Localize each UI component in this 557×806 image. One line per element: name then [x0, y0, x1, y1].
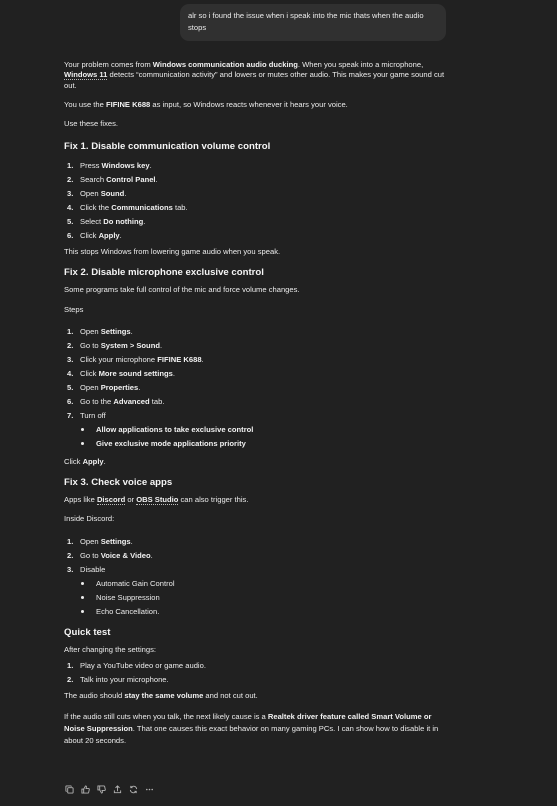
quick-test-after [64, 691, 454, 701]
text: . [172, 368, 175, 378]
bold-text: System > Sound [100, 340, 160, 350]
text: Click the [80, 203, 112, 213]
fix1-section [64, 141, 454, 257]
item-number: 1. [67, 161, 74, 171]
intro-paragraph-1 [64, 60, 454, 91]
text: Apps like [64, 495, 97, 505]
bold-text: Windows communication audio ducking [152, 60, 298, 69]
text: . [138, 382, 141, 392]
text: . [143, 217, 146, 227]
list-item [64, 187, 454, 201]
fix1-after: This stops Windows from lowering game audio when you speak. [64, 247, 281, 257]
bold-text: FIFINE K688 [105, 99, 151, 109]
list-item [64, 395, 454, 409]
text: . [119, 231, 122, 241]
bold-text: Windows key [101, 161, 150, 171]
text: Click [80, 368, 99, 378]
fix2-steps-label: Steps [64, 304, 84, 314]
text: Go to [80, 550, 101, 560]
item-number: 6. [67, 396, 74, 406]
fix3-section [64, 477, 454, 618]
bold-text: Realtek driver feature called Smart Volume or Noise Suppression [64, 712, 432, 733]
user-message-bubble [180, 4, 446, 41]
bold-text: Control Panel [106, 175, 156, 185]
text: Turn off [80, 410, 106, 420]
text: Open [80, 382, 101, 392]
text: . That one causes this exact behavior on many gaming PCs. I can show how to disable it in about 20 seconds. [64, 723, 439, 745]
item-number: 1. [67, 536, 74, 546]
item-number: 1. [67, 326, 74, 336]
text: Open [80, 536, 101, 546]
text: or [125, 495, 137, 505]
list-item: Noise Suppression [64, 591, 454, 605]
text: . [155, 175, 158, 185]
text: and not cut out. [203, 690, 258, 700]
bold-text: Do nothing [103, 217, 144, 227]
text: If the audio still cuts when you talk, the next likely cause is a [64, 712, 268, 721]
item-number: 5. [67, 382, 74, 392]
text: can also trigger this. [178, 495, 249, 505]
item-number: 3. [67, 354, 74, 364]
bold-text: Give exclusive mode applications priority [96, 438, 246, 448]
text: detects “communication activity” and lowers or mutes other audio. This makes your game sound cut out. [64, 70, 445, 90]
message-actions-toolbar [64, 784, 155, 795]
text: Talk into your microphone. [80, 674, 169, 684]
quick-test-steps [64, 659, 454, 687]
text: Open [80, 326, 101, 336]
bold-text: More sound settings [98, 368, 173, 378]
text: Press [80, 161, 102, 171]
text: Go to the [80, 396, 114, 406]
entity-link-discord[interactable]: Discord [96, 495, 126, 505]
thumbs-up-icon[interactable] [80, 784, 91, 795]
fix2-heading: Fix 2. Disable microphone exclusive control [64, 267, 264, 279]
text: tab. [149, 396, 165, 406]
bold-text: stay the same volume [124, 690, 204, 700]
bold-text: Apply [82, 456, 104, 466]
bold-text: Communications [111, 203, 173, 213]
item-number: 3. [67, 189, 74, 199]
item-number: 6. [67, 231, 74, 241]
item-number: 4. [67, 203, 74, 213]
list-item [64, 535, 454, 549]
bold-text: Sound [100, 189, 125, 199]
list-item [64, 367, 454, 381]
fix2-intro: Some programs take full control of the mic and force volume changes. [64, 285, 300, 295]
text: Go to [80, 340, 101, 350]
list-item [64, 563, 454, 577]
closing-paragraph [64, 711, 454, 746]
list-item [64, 173, 454, 187]
fix2-sub-list [64, 423, 454, 451]
quick-test-heading: Quick test [64, 626, 111, 638]
text: . [201, 354, 204, 364]
item-number: 7. [67, 410, 74, 420]
list-item [64, 381, 454, 395]
text: Search [80, 175, 107, 185]
fix1-heading: Fix 1. Disable communication volume control [64, 141, 271, 153]
item-number: 2. [67, 340, 74, 350]
item-number: 2. [67, 175, 74, 185]
text: as input, so Windows reacts whenever it hears your voice. [150, 99, 348, 109]
text: . [130, 536, 133, 546]
regenerate-icon[interactable] [128, 784, 139, 795]
list-item [64, 659, 454, 673]
bold-text: FIFINE K688 [157, 354, 202, 364]
list-item: Echo Cancellation. [64, 605, 454, 619]
item-number: 2. [67, 550, 74, 560]
bold-text: Advanced [113, 396, 150, 406]
quick-test-intro: After changing the settings: [64, 644, 157, 654]
text: Open [80, 189, 101, 199]
copy-icon[interactable] [64, 784, 75, 795]
bold-text: Properties [100, 382, 139, 392]
bold-text: Apply [98, 231, 120, 241]
list-item [64, 201, 454, 215]
list-item [64, 673, 454, 687]
fix3-sub-list [64, 577, 454, 619]
item-number: 4. [67, 368, 74, 378]
item-number: 2. [67, 674, 74, 684]
text: . [124, 189, 127, 199]
text: Disable [80, 564, 106, 574]
list-item [64, 229, 454, 243]
text: . [103, 456, 106, 466]
item-number: 5. [67, 217, 74, 227]
list-item [64, 549, 454, 563]
bold-text: Settings [100, 326, 131, 336]
bold-text: Settings [100, 536, 131, 546]
list-item [64, 437, 454, 451]
text: . [150, 550, 153, 560]
more-icon[interactable] [144, 784, 155, 795]
text: tab. [172, 203, 188, 213]
intro-paragraph-3: Use these fixes. [64, 119, 119, 128]
text: . [130, 326, 133, 336]
list-item [64, 215, 454, 229]
share-icon[interactable] [112, 784, 123, 795]
text: The audio should [64, 690, 125, 700]
fix3-steps [64, 535, 454, 577]
fix3-intro [64, 495, 454, 505]
bold-text: Allow applications to take exclusive control [96, 424, 254, 434]
fix3-heading: Fix 3. Check voice apps [64, 477, 173, 489]
text: . When you speak into a microphone, [297, 60, 424, 69]
fix2-after [64, 457, 454, 467]
list-item [64, 159, 454, 173]
fix1-steps [64, 159, 454, 243]
list-item: Automatic Gain Control [64, 577, 454, 591]
text: You use the [64, 99, 106, 109]
text: Play a YouTube video or game audio. [80, 660, 206, 670]
item-number: 3. [67, 564, 74, 574]
list-item [64, 423, 454, 437]
entity-link-obs[interactable]: OBS Studio [136, 495, 179, 505]
list-item [64, 325, 454, 339]
fix2-section [64, 267, 454, 467]
text: Your problem comes from [64, 60, 153, 69]
text: Click [64, 456, 83, 466]
fix2-steps [64, 325, 454, 423]
user-message-text: alr so i found the issue when i speak into the mic thats when the audio stops [188, 11, 424, 32]
item-number: 1. [67, 660, 74, 670]
text: Select [80, 217, 104, 227]
intro-paragraph-2 [64, 100, 454, 110]
list-item [64, 409, 454, 423]
thumbs-down-icon[interactable] [96, 784, 107, 795]
assistant-response [64, 60, 454, 755]
fix3-inside: Inside Discord: [64, 514, 115, 524]
text: . [149, 161, 152, 171]
quick-test-section [64, 627, 454, 701]
list-item [64, 353, 454, 367]
text: Click your microphone [80, 354, 158, 364]
list-item [64, 339, 454, 353]
entity-link-windows[interactable]: Windows 11 [64, 70, 108, 80]
text: . [159, 340, 163, 350]
text: Click [80, 231, 99, 241]
bold-text: Voice & Video [100, 550, 151, 560]
